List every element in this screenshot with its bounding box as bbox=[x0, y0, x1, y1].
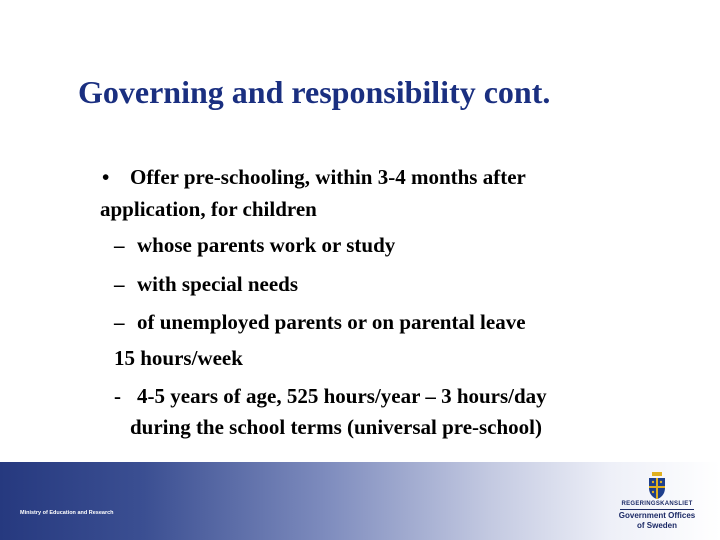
logo-name-line-2: of Sweden bbox=[636, 521, 677, 530]
sub-item-unemployed-parental-leave: of unemployed parents or on parental leave bbox=[137, 310, 526, 334]
logo-name-text bbox=[612, 511, 702, 531]
ministry-name: Ministry of Education and Research bbox=[20, 510, 114, 516]
government-offices-logo bbox=[612, 472, 702, 534]
logo-name-line-1: Government Offices bbox=[618, 511, 696, 520]
dash-marker: – bbox=[114, 310, 125, 334]
slide-title: Governing and responsibility cont. bbox=[78, 74, 551, 110]
hours-per-week-line: 15 hours/week bbox=[114, 346, 243, 370]
bullet-text-line-1: Offer pre-schooling, within 3-4 months after bbox=[130, 165, 526, 189]
swedish-crest-icon bbox=[645, 472, 669, 500]
hyphen-marker: - bbox=[114, 384, 121, 408]
universal-preschool-line-1: 4-5 years of age, 525 hours/year – 3 hours/day bbox=[137, 384, 547, 408]
universal-preschool-line-2: during the school terms (universal pre-school) bbox=[130, 415, 543, 439]
dash-marker: – bbox=[114, 272, 125, 296]
sub-item-special-needs: with special needs bbox=[137, 272, 299, 296]
bullet-marker: • bbox=[102, 165, 110, 189]
logo-brand-text: REGERINGSKANSLIET bbox=[621, 501, 693, 507]
bullet-text-line-2: application, for children bbox=[100, 197, 317, 221]
sub-item-work-study: whose parents work or study bbox=[137, 233, 396, 257]
dash-marker: – bbox=[114, 233, 125, 257]
logo-divider bbox=[620, 509, 694, 510]
